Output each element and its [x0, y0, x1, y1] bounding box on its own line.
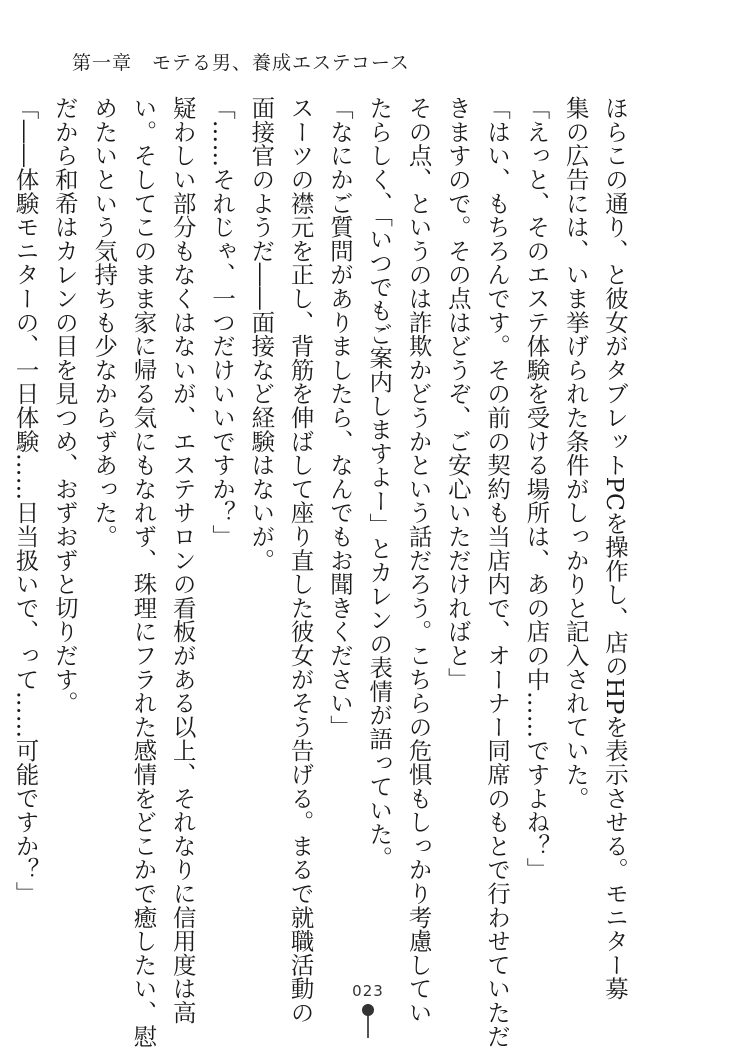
- text-line: 疑わしい部分もなくはないが、エステサロンの看板がある以上、それなりに信用度は高: [168, 96, 197, 1025]
- text-line: 「えっと、そのエステ体験を受ける場所は、あの店の中……ですよね？」: [522, 96, 551, 882]
- text-line: めたいという気持ちも少なからずあった。: [90, 96, 119, 549]
- text-line: 集の広告には、いま挙げられた条件がしっかりと記入されていた。: [561, 96, 590, 810]
- text-line: だから和希はカレンの目を見つめ、おずおずと切りだす。: [50, 96, 79, 715]
- text-line: ほらこの通り、と彼女がタブレットPCを操作し、店のHPを表示させる。モニター募: [601, 96, 629, 1001]
- folio-dot-ornament: [362, 1004, 374, 1016]
- text-line: 「……それじゃ、一つだけいいですか？」: [208, 96, 237, 549]
- text-line: い。そしてこのまま家に帰る気にもなれず、珠理にフラれた感情をどこかで癒したい、慰: [129, 96, 158, 1048]
- text-line: 「なにかご質問がありましたら、なんでもお聞きください」: [325, 96, 354, 739]
- page-number: 023: [352, 982, 384, 1000]
- text-line: 「――体験モニターの、一日体験……日当扱いで、って……可能ですか？」: [11, 96, 40, 906]
- text-line: 「はい、もちろんです。その前の契約も当店内で、オーナー同席のもとで行わせていただ: [483, 96, 512, 1048]
- text-line: スーツの襟元を正し、背筋を伸ばして座り直した彼女がそう告げる。まるで就職活動の: [286, 96, 315, 1025]
- text-line: たらしく、「いつでもご案内しますよー」とカレンの表情が語っていた。: [365, 96, 394, 870]
- running-head: 第一章 モテる男、養成エステコース: [72, 52, 410, 74]
- text-line: きますので。その点はどうぞ、ご安心いただければと」: [443, 96, 472, 691]
- text-line: その点、というのは詐欺かどうかという話だろう。こちらの危惧もしっかり考慮してい: [404, 96, 433, 1025]
- text-line: 面接官のようだ――面接など経験はないが。: [247, 96, 276, 572]
- text-line: [0, 96, 5, 956]
